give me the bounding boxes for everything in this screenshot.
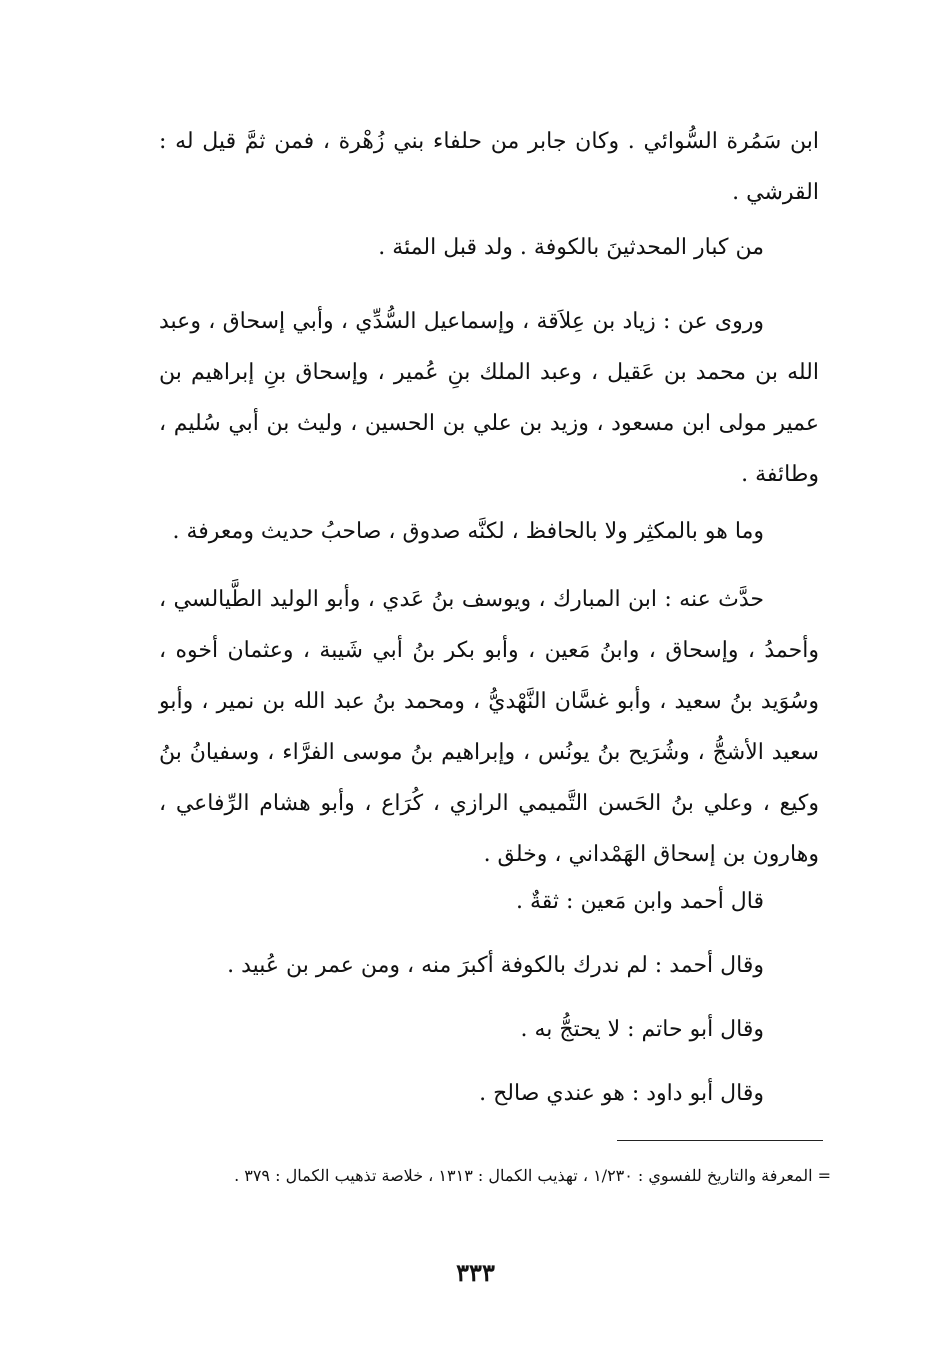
paragraph-birth: من كبار المحدثينَ بالكوفة . ولد قبل المئة . <box>378 235 764 260</box>
paragraph-ahmad-ibn-main: قال أحمد وابن مَعين : ثقةٌ . <box>516 889 764 914</box>
paragraph-narrated-by: حدَّث عنه : ابن المبارك ، ويوسف بنُ عَدي ، وأبو الوليد الطَّيالسي ، وأحمدُ ، وإسحاق ، وابنُ مَعين ، وأبو بكر بنُ أبي شَيبة ، وعثمان أخوه ، وسُوَيد بنُ سعيد ، وأبو غسَّان النَّهْديُّ ، ومحمد بنُ عبد الله بن نمير ، وأبو سعيد الأشجُّ ، وشُرَيح بنُ يونُس ، وإبراهيم بنُ موسى الفرَّاء ، وسفيانُ بنُ وكيع ، وعلي بنُ الحَسن التَّميمي الرازي ، كُرَاع ، وأبو هشام الرِّفاعي ، وهارون بن إسحاق الهَمْداني ، وخلق . <box>159 587 819 867</box>
page-number: ٣٣٣ <box>456 1258 495 1287</box>
paragraph-lineage: ابن سَمُرة السُّوائي . وكان جابر من حلفاء بني زُهْرة ، فمن ثمَّ قيل له : القرشي . <box>159 129 819 205</box>
footnote: = المعرفة والتاريخ للفسوي : ١/٢٣٠ ، تهذيب الكمال : ١٣١٣ ، خلاصة تذهيب الكمال : ٣٧٩ . <box>234 1166 831 1185</box>
paragraph-assessment: وما هو بالمكثِر ولا بالحافظ ، لكنَّه صدوق ، صاحبُ حديث ومعرفة . <box>172 519 764 544</box>
footnote-separator <box>617 1140 823 1141</box>
paragraph-ahmad: وقال أحمد : لم ندرك بالكوفة أكبرَ منه ، ومن عمر بن عُبيد . <box>227 953 764 978</box>
paragraph-abu-hatim: وقال أبو حاتم : لا يحتجُّ به . <box>520 1017 764 1042</box>
paragraph-narrated-from: وروى عن : زياد بن عِلاَقة ، وإسماعيل السُّدِّي ، وأبي إسحاق ، وعبد الله بن محمد بن عَقيل ، وعبد الملك بنِ عُمير ، وإسحاق بنِ إبراهيم بن عمير مولى ابن مسعود ، وزيد بن علي بن الحسين ، وليث بن أبي سُليم ، وطائفة . <box>159 309 819 487</box>
paragraph-abu-dawud: وقال أبو داود : هو عندي صالح . <box>479 1081 764 1106</box>
